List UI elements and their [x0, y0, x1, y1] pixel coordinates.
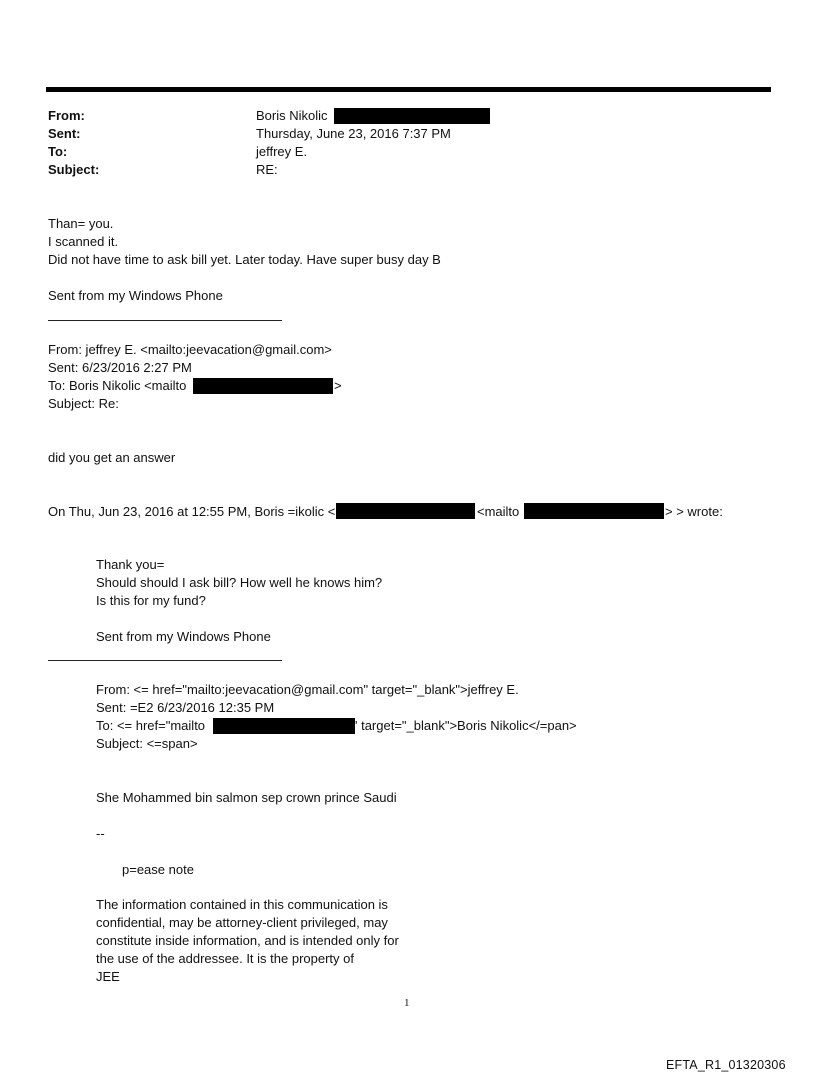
divider — [48, 320, 282, 321]
reply-sent: Sent: 6/23/2016 2:27 PM — [48, 360, 192, 375]
reply2-subject: Subject: <=span> — [96, 736, 198, 751]
disclaimer-line: confidential, may be attorney-client privileged, may — [96, 915, 388, 930]
reply2-from: From: <= href="mailto:jeevacation@gmail.com" target="_blank">jeffrey E. — [96, 682, 519, 697]
please-note: p=ease note — [122, 862, 194, 877]
reply-to: To: Boris Nikolic <mailto — [48, 378, 187, 393]
reply2-dashes: -- — [96, 826, 105, 841]
top-rule — [46, 87, 771, 92]
sent-value: Thursday, June 23, 2016 7:37 PM — [256, 126, 451, 141]
to-value: jeffrey E. — [256, 144, 308, 159]
disclaimer-line: JEE — [96, 969, 120, 984]
divider — [48, 660, 282, 661]
redaction-block — [193, 378, 333, 394]
subject-label: Subject: — [48, 162, 100, 177]
disclaimer-line: the use of the addressee. It is the property of — [96, 951, 354, 966]
body-line: Than= you. — [48, 216, 114, 231]
quote-header-mailto: <mailto — [477, 504, 520, 519]
quote-header: On Thu, Jun 23, 2016 at 12:55 PM, Boris =ikolic < — [48, 504, 336, 519]
subject-value: RE: — [256, 162, 278, 177]
sent-label: Sent: — [48, 126, 81, 141]
body-line: I scanned it. — [48, 234, 119, 249]
reply-from: From: jeffrey E. <mailto:jeevacation@gmail.com> — [48, 342, 332, 357]
document-id: EFTA_R1_01320306 — [666, 1058, 786, 1072]
to-label: To: — [48, 144, 68, 159]
reply2-to-suffix: ' target="_blank">Boris Nikolic</=pan> — [355, 718, 577, 733]
quoted-line: Is this for my fund? — [96, 593, 206, 608]
quoted-line: Should should I ask bill? How well he knows him? — [96, 575, 383, 590]
quoted-signature: Sent from my Windows Phone — [96, 629, 271, 644]
from-label: From: — [48, 108, 85, 123]
reply-message: did you get an answer — [48, 450, 176, 465]
redaction-block — [524, 503, 664, 519]
disclaimer-line: The information contained in this communication is — [96, 897, 388, 912]
signature: Sent from my Windows Phone — [48, 288, 223, 303]
reply-subject: Subject: Re: — [48, 396, 119, 411]
quoted-line: Thank you= — [96, 557, 165, 572]
redaction-block — [334, 108, 490, 124]
quote-header-suffix: > > wrote: — [665, 504, 723, 519]
reply2-to: To: <= href="mailto — [96, 718, 206, 733]
reply2-sent: Sent: =E2 6/23/2016 12:35 PM — [96, 700, 275, 715]
redaction-block — [336, 503, 475, 519]
reply2-message: She Mohammed bin salmon sep crown prince Saudi — [96, 790, 397, 805]
body-line: Did not have time to ask bill yet. Later today. Have super busy day B — [48, 252, 441, 267]
page-number: 1 — [404, 997, 410, 1009]
disclaimer-line: constitute inside information, and is intended only for — [96, 933, 399, 948]
redaction-block — [213, 718, 355, 734]
reply-to-suffix: > — [334, 378, 342, 393]
from-value: Boris Nikolic — [256, 108, 328, 123]
